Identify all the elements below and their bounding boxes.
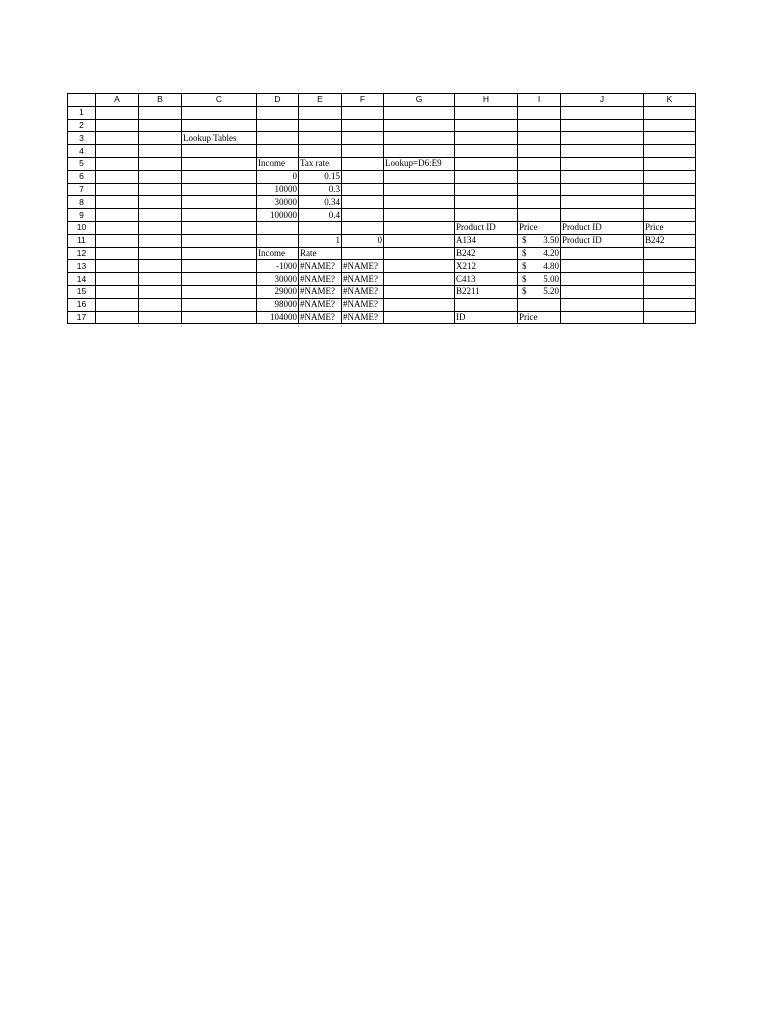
cell-g3[interactable] — [384, 132, 455, 145]
cell-b8[interactable] — [139, 196, 182, 209]
cell-g7[interactable] — [384, 183, 455, 196]
cell-b17[interactable] — [139, 311, 182, 324]
column-header-f[interactable]: F — [342, 94, 384, 107]
cell-d16[interactable]: 98000 — [257, 298, 299, 311]
currency-value — [519, 274, 559, 285]
sheet-row — [68, 145, 696, 158]
cell-a9[interactable] — [96, 209, 139, 222]
cell-j12[interactable] — [561, 247, 644, 260]
cell-d15[interactable]: 29000 — [257, 285, 299, 298]
sheet-row — [68, 273, 696, 286]
cell-c9[interactable] — [182, 209, 257, 222]
cell-f4[interactable] — [342, 145, 384, 158]
cell-f8[interactable] — [342, 196, 384, 209]
cell-d12[interactable]: Income — [257, 247, 299, 260]
cell-g4[interactable] — [384, 145, 455, 158]
cell-j11[interactable]: Product ID — [561, 234, 644, 247]
cell-e11[interactable]: 1 — [299, 234, 342, 247]
cell-g15[interactable] — [384, 285, 455, 298]
cell-g12[interactable] — [384, 247, 455, 260]
cell-d14[interactable]: 30000 — [257, 273, 299, 286]
cell-g13[interactable] — [384, 260, 455, 273]
row-header[interactable]: 11 — [68, 234, 96, 247]
sheet-row — [68, 170, 696, 183]
row-header[interactable]: 13 — [68, 260, 96, 273]
row-header[interactable]: 4 — [68, 145, 96, 158]
cell-d10[interactable] — [257, 221, 299, 234]
cell-h13[interactable]: X212 — [455, 260, 518, 273]
cell-d9[interactable]: 100000 — [257, 209, 299, 222]
cell-a14[interactable] — [96, 273, 139, 286]
cell-a15[interactable] — [96, 285, 139, 298]
cell-h7[interactable] — [455, 183, 518, 196]
column-header-d[interactable]: D — [257, 94, 299, 107]
row-header[interactable]: 9 — [68, 209, 96, 222]
cell-k6[interactable] — [644, 170, 696, 183]
cell-b4[interactable] — [139, 145, 182, 158]
cell-b5[interactable] — [139, 157, 182, 170]
sheet-row — [68, 221, 696, 234]
sheet-row — [68, 311, 696, 324]
cell-k15[interactable] — [644, 285, 696, 298]
cell-j7[interactable] — [561, 183, 644, 196]
cell-h9[interactable] — [455, 209, 518, 222]
cell-e2[interactable] — [299, 119, 342, 132]
cell-h3[interactable] — [455, 132, 518, 145]
cell-e14[interactable]: #NAME? — [299, 273, 342, 286]
cell-a5[interactable] — [96, 157, 139, 170]
cell-b6[interactable] — [139, 170, 182, 183]
cell-h2[interactable] — [455, 119, 518, 132]
cell-h14[interactable]: C413 — [455, 273, 518, 286]
cell-g11[interactable] — [384, 234, 455, 247]
cell-h6[interactable] — [455, 170, 518, 183]
column-header-k[interactable]: K — [644, 94, 696, 107]
cell-a16[interactable] — [96, 298, 139, 311]
cell-i8[interactable] — [518, 196, 561, 209]
column-header-h[interactable]: H — [455, 94, 518, 107]
cell-h4[interactable] — [455, 145, 518, 158]
cell-h16[interactable] — [455, 298, 518, 311]
sheet-row — [68, 234, 696, 247]
cell-b2[interactable] — [139, 119, 182, 132]
cell-b7[interactable] — [139, 183, 182, 196]
cell-b14[interactable] — [139, 273, 182, 286]
cell-f2[interactable] — [342, 119, 384, 132]
currency-value — [519, 248, 559, 259]
cell-k17[interactable] — [644, 311, 696, 324]
cell-a7[interactable] — [96, 183, 139, 196]
column-header-a[interactable]: A — [96, 94, 139, 107]
cell-c17[interactable] — [182, 311, 257, 324]
cell-h10[interactable]: Product ID — [455, 221, 518, 234]
cell-f12[interactable] — [342, 247, 384, 260]
cell-d8[interactable]: 30000 — [257, 196, 299, 209]
cell-e8[interactable]: 0.34 — [299, 196, 342, 209]
cell-f7[interactable] — [342, 183, 384, 196]
cell-a17[interactable] — [96, 311, 139, 324]
cell-e7[interactable]: 0.3 — [299, 183, 342, 196]
cell-j15[interactable] — [561, 285, 644, 298]
cell-i4[interactable] — [518, 145, 561, 158]
cell-j3[interactable] — [561, 132, 644, 145]
cell-i16[interactable] — [518, 298, 561, 311]
cell-d2[interactable] — [257, 119, 299, 132]
currency-value — [519, 235, 559, 246]
cell-c2[interactable] — [182, 119, 257, 132]
cell-b1[interactable] — [139, 106, 182, 119]
cell-c10[interactable] — [182, 221, 257, 234]
sheet-row — [68, 285, 696, 298]
cell-f1[interactable] — [342, 106, 384, 119]
cell-e12[interactable]: Rate — [299, 247, 342, 260]
cell-k16[interactable] — [644, 298, 696, 311]
cell-a10[interactable] — [96, 221, 139, 234]
row-header[interactable]: 14 — [68, 273, 96, 286]
cell-a3[interactable] — [96, 132, 139, 145]
column-header-j[interactable]: J — [561, 94, 644, 107]
cell-d13[interactable]: -1000 — [257, 260, 299, 273]
currency-amount: 5.20 — [543, 286, 559, 297]
cell-i12[interactable] — [518, 247, 561, 260]
cell-e4[interactable] — [299, 145, 342, 158]
column-header-c[interactable]: C — [182, 94, 257, 107]
sheet-row — [68, 196, 696, 209]
cell-k4[interactable] — [644, 145, 696, 158]
cell-d4[interactable] — [257, 145, 299, 158]
row-header[interactable]: 16 — [68, 298, 96, 311]
cell-c8[interactable] — [182, 196, 257, 209]
cell-e17[interactable]: #NAME? — [299, 311, 342, 324]
cell-g5[interactable]: Lookup=D6:E9 — [384, 157, 455, 170]
currency-amount: 3.50 — [543, 235, 559, 246]
cell-k2[interactable] — [644, 119, 696, 132]
cell-d5[interactable]: Income — [257, 157, 299, 170]
cell-h17[interactable]: ID — [455, 311, 518, 324]
cell-a6[interactable] — [96, 170, 139, 183]
cell-f5[interactable] — [342, 157, 384, 170]
cell-k1[interactable] — [644, 106, 696, 119]
cell-e13[interactable]: #NAME? — [299, 260, 342, 273]
cell-j13[interactable] — [561, 260, 644, 273]
cell-a13[interactable] — [96, 260, 139, 273]
sheet-row — [68, 119, 696, 132]
cell-b3[interactable] — [139, 132, 182, 145]
cell-f9[interactable] — [342, 209, 384, 222]
cell-g14[interactable] — [384, 273, 455, 286]
cell-g16[interactable] — [384, 298, 455, 311]
currency-value — [519, 261, 559, 272]
cell-c15[interactable] — [182, 285, 257, 298]
cell-k7[interactable] — [644, 183, 696, 196]
row-header[interactable]: 8 — [68, 196, 96, 209]
cell-f10[interactable] — [342, 221, 384, 234]
cell-e3[interactable] — [299, 132, 342, 145]
cell-g10[interactable] — [384, 221, 455, 234]
sheet-row — [68, 183, 696, 196]
cell-h15[interactable]: B2211 — [455, 285, 518, 298]
cell-i13[interactable] — [518, 260, 561, 273]
cell-c4[interactable] — [182, 145, 257, 158]
column-header-row — [68, 94, 696, 107]
cell-d11[interactable] — [257, 234, 299, 247]
cell-i14[interactable] — [518, 273, 561, 286]
cell-i9[interactable] — [518, 209, 561, 222]
cell-b15[interactable] — [139, 285, 182, 298]
cell-g8[interactable] — [384, 196, 455, 209]
cell-j1[interactable] — [561, 106, 644, 119]
cell-e5[interactable]: Tax rate — [299, 157, 342, 170]
cell-j2[interactable] — [561, 119, 644, 132]
cell-c16[interactable] — [182, 298, 257, 311]
sheet-row — [68, 247, 696, 260]
column-header-b[interactable]: B — [139, 94, 182, 107]
cell-i17[interactable]: Price — [518, 311, 561, 324]
cell-d3[interactable] — [257, 132, 299, 145]
currency-symbol: $ — [522, 286, 527, 297]
cell-k9[interactable] — [644, 209, 696, 222]
cell-i7[interactable] — [518, 183, 561, 196]
currency-symbol: $ — [522, 260, 527, 271]
cell-g6[interactable] — [384, 170, 455, 183]
cell-g9[interactable] — [384, 209, 455, 222]
row-header[interactable]: 3 — [68, 132, 96, 145]
cell-j6[interactable] — [561, 170, 644, 183]
cell-j8[interactable] — [561, 196, 644, 209]
column-header-g[interactable]: G — [384, 94, 455, 107]
sheet-row — [68, 157, 696, 170]
cell-h8[interactable] — [455, 196, 518, 209]
currency-symbol: $ — [522, 235, 527, 246]
cell-e6[interactable]: 0.15 — [299, 170, 342, 183]
cell-e15[interactable]: #NAME? — [299, 285, 342, 298]
cell-c5[interactable] — [182, 157, 257, 170]
cell-i3[interactable] — [518, 132, 561, 145]
row-header[interactable]: 1 — [68, 106, 96, 119]
cell-b16[interactable] — [139, 298, 182, 311]
cell-c12[interactable] — [182, 247, 257, 260]
row-header[interactable]: 10 — [68, 221, 96, 234]
cell-e9[interactable]: 0.4 — [299, 209, 342, 222]
row-header[interactable]: 17 — [68, 311, 96, 324]
cell-c6[interactable] — [182, 170, 257, 183]
cell-f13[interactable]: #NAME? — [342, 260, 384, 273]
currency-symbol: $ — [522, 273, 527, 284]
row-header[interactable]: 7 — [68, 183, 96, 196]
cell-d6[interactable]: 0 — [257, 170, 299, 183]
cell-b13[interactable] — [139, 260, 182, 273]
cell-b9[interactable] — [139, 209, 182, 222]
cell-a1[interactable] — [96, 106, 139, 119]
cell-i5[interactable] — [518, 157, 561, 170]
cell-e16[interactable]: #NAME? — [299, 298, 342, 311]
cell-j16[interactable] — [561, 298, 644, 311]
cell-c11[interactable] — [182, 234, 257, 247]
cell-i10[interactable]: Price — [518, 221, 561, 234]
cell-g17[interactable] — [384, 311, 455, 324]
cell-a12[interactable] — [96, 247, 139, 260]
cell-j9[interactable] — [561, 209, 644, 222]
cell-f3[interactable] — [342, 132, 384, 145]
cell-h5[interactable] — [455, 157, 518, 170]
cell-c13[interactable] — [182, 260, 257, 273]
cell-i15[interactable] — [518, 285, 561, 298]
cell-k3[interactable] — [644, 132, 696, 145]
cell-c1[interactable] — [182, 106, 257, 119]
cell-e10[interactable] — [299, 221, 342, 234]
cell-k12[interactable] — [644, 247, 696, 260]
cell-j14[interactable] — [561, 273, 644, 286]
cell-d17[interactable]: 104000 — [257, 311, 299, 324]
cell-c14[interactable] — [182, 273, 257, 286]
cell-j5[interactable] — [561, 157, 644, 170]
cell-i11[interactable] — [518, 234, 561, 247]
cell-h1[interactable] — [455, 106, 518, 119]
cell-f17[interactable]: #NAME? — [342, 311, 384, 324]
cell-k5[interactable] — [644, 157, 696, 170]
cell-f14[interactable]: #NAME? — [342, 273, 384, 286]
cell-k8[interactable] — [644, 196, 696, 209]
cell-c3[interactable]: Lookup Tables — [182, 132, 257, 145]
sheet-row — [68, 298, 696, 311]
cell-i2[interactable] — [518, 119, 561, 132]
row-header[interactable]: 5 — [68, 157, 96, 170]
cell-k11[interactable]: B242 — [644, 234, 696, 247]
sheet-row — [68, 260, 696, 273]
cell-a8[interactable] — [96, 196, 139, 209]
sheet-row — [68, 132, 696, 145]
cell-h12[interactable]: B242 — [455, 247, 518, 260]
cell-b11[interactable] — [139, 234, 182, 247]
cell-h11[interactable]: A134 — [455, 234, 518, 247]
cell-k10[interactable]: Price — [644, 221, 696, 234]
row-header[interactable]: 12 — [68, 247, 96, 260]
row-header[interactable]: 15 — [68, 285, 96, 298]
cell-d7[interactable]: 10000 — [257, 183, 299, 196]
cell-g1[interactable] — [384, 106, 455, 119]
cell-f15[interactable]: #NAME? — [342, 285, 384, 298]
cell-i6[interactable] — [518, 170, 561, 183]
cell-j10[interactable]: Product ID — [561, 221, 644, 234]
cell-f16[interactable]: #NAME? — [342, 298, 384, 311]
currency-amount: 4.20 — [543, 247, 559, 258]
sheet-row — [68, 106, 696, 119]
currency-amount: 5.00 — [543, 273, 559, 284]
cell-a2[interactable] — [96, 119, 139, 132]
cell-j17[interactable] — [561, 311, 644, 324]
column-header-e[interactable]: E — [299, 94, 342, 107]
currency-amount: 4.80 — [543, 260, 559, 271]
cell-a4[interactable] — [96, 145, 139, 158]
column-header-i[interactable]: I — [518, 94, 561, 107]
row-header[interactable]: 2 — [68, 119, 96, 132]
cell-g2[interactable] — [384, 119, 455, 132]
cell-c7[interactable] — [182, 183, 257, 196]
spreadsheet-grid — [67, 93, 696, 324]
cell-j4[interactable] — [561, 145, 644, 158]
sheet-row — [68, 209, 696, 222]
cell-e1[interactable] — [299, 106, 342, 119]
currency-value — [519, 286, 559, 297]
cell-f6[interactable] — [342, 170, 384, 183]
cell-a11[interactable] — [96, 234, 139, 247]
cell-b12[interactable] — [139, 247, 182, 260]
row-header[interactable]: 6 — [68, 170, 96, 183]
currency-symbol: $ — [522, 247, 527, 258]
cell-i1[interactable] — [518, 106, 561, 119]
cell-k14[interactable] — [644, 273, 696, 286]
cell-d1[interactable] — [257, 106, 299, 119]
cell-b10[interactable] — [139, 221, 182, 234]
sheet-body — [68, 106, 696, 324]
corner-cell — [68, 94, 96, 107]
cell-k13[interactable] — [644, 260, 696, 273]
cell-f11[interactable]: 0 — [342, 234, 384, 247]
